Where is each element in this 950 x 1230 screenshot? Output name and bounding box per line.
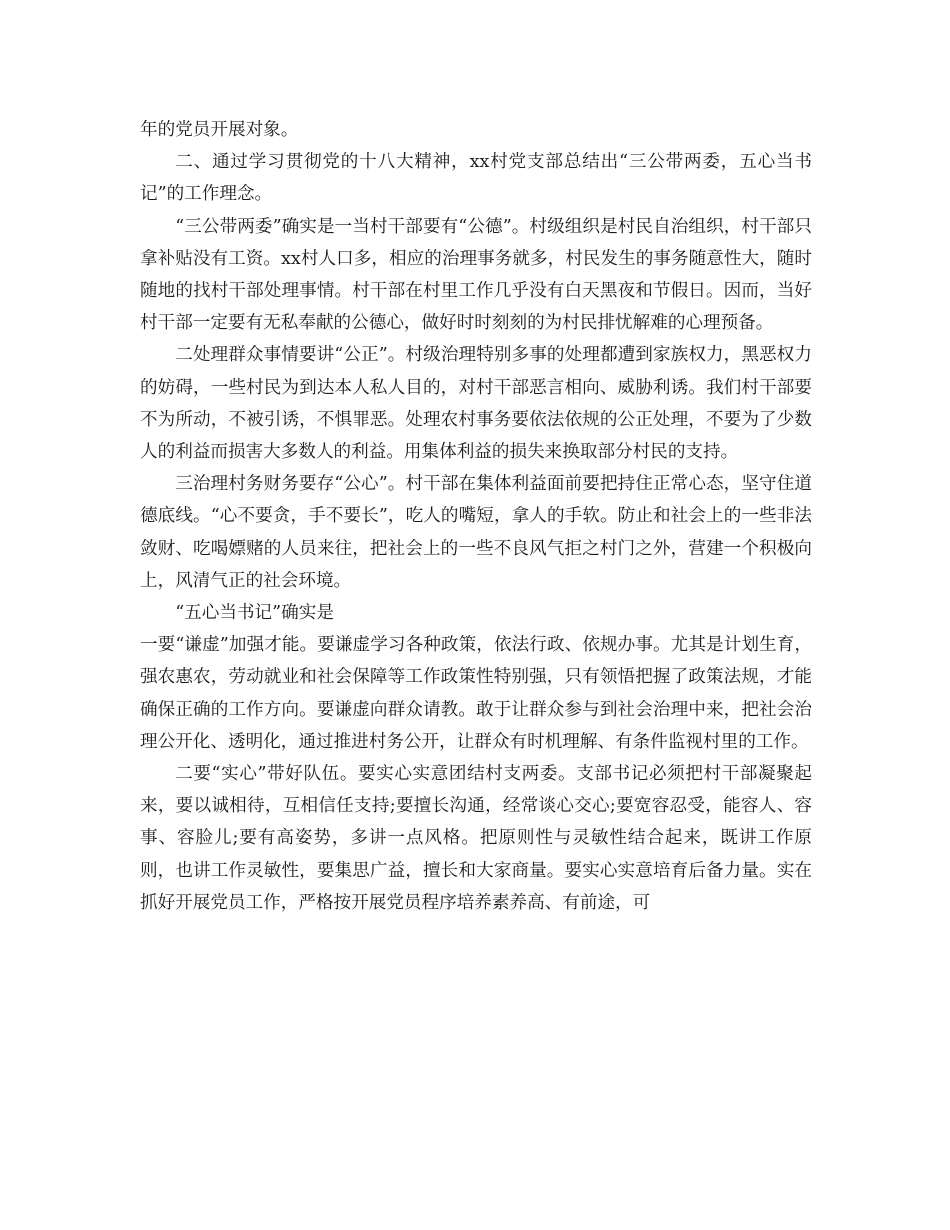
paragraph-8: 二要“实心”带好队伍。要实心实意团结村支两委。支部书记必须把村干部凝聚起来，要以诚相待，互相信任支持;要擅长沟通，经常谈心交心;要宽容忍受，能容人、容事、容脸儿;要有高姿势，多讲一点风格。把原则性与灵敏性结合起来，既讲工作原则，也讲工作灵敏性，要集思广益，擅长和大家商量。要实心实意培育后备力量。实在抓好开展党员工作，严格按开展党员程序培养素养高、有前途，可 xyxy=(140,764,812,913)
paragraph-6: “五心当书记”确实是 xyxy=(175,603,334,624)
paragraph-3: “三公带两委”确实是一当村干部要有“公德”。村级组织是村民自治组织，村干部只拿补贴没有工资。xx村人口多，相应的治理事务就多，村民发生的事务随意性大，随时随地的找村干部处理事情。村干部在村里工作几乎没有白天黑夜和节假日。因而，当好村干部一定要有无私奉献的公德心，做好时时刻刻的为村民排忧解难的心理预备。 xyxy=(140,216,812,334)
paragraph-5: 三治理村务财务要存“公心”。村干部在集体利益面前要把持住正常心态，坚守住道德底线。“心不要贪，手不要长”，吃人的嘴短，拿人的手软。防止和社会上的一些非法敛财、吃喝嫖赌的人员来往，把社会上的一些不良风气拒之村门之外，营建一个积极向上，风清气正的社会环境。 xyxy=(140,474,812,591)
paragraph-2: 二、通过学习贯彻党的十八大精神，xx村党支部总结出“三公带两委，五心当书记”的工作理念。 xyxy=(140,152,812,205)
paragraph-4: 二处理群众事情要讲“公正”。村级治理特别多事的处理都遭到家族权力，黑恶权力的妨碍，一些村民为到达本人私人目的，对村干部恶言相向、威胁利诱。我们村干部要不为所动，不被引诱，不惧罪恶。处理农村事务要依法依规的公正处理，不要为了少数人的利益而损害大多数人的利益。用集体利益的损失来换取部分村民的支持。 xyxy=(140,345,812,463)
document-body xyxy=(140,114,812,919)
paragraph-7: 一要“谦虚”加强才能。要谦虚学习各种政策，依法行政、依规办事。尤其是计划生育，强农惠农，劳动就业和社会保障等工作政策性特别强，只有领悟把握了政策法规，才能确保正确的工作方向。要谦虚向群众请教。敢于让群众参与到社会治理中来，把社会治理公开化、透明化，通过推进村务公开，让群众有时机理解、有条件监视村里的工作。 xyxy=(140,635,812,752)
paragraph-1: 年的党员开展对象。 xyxy=(140,120,299,140)
